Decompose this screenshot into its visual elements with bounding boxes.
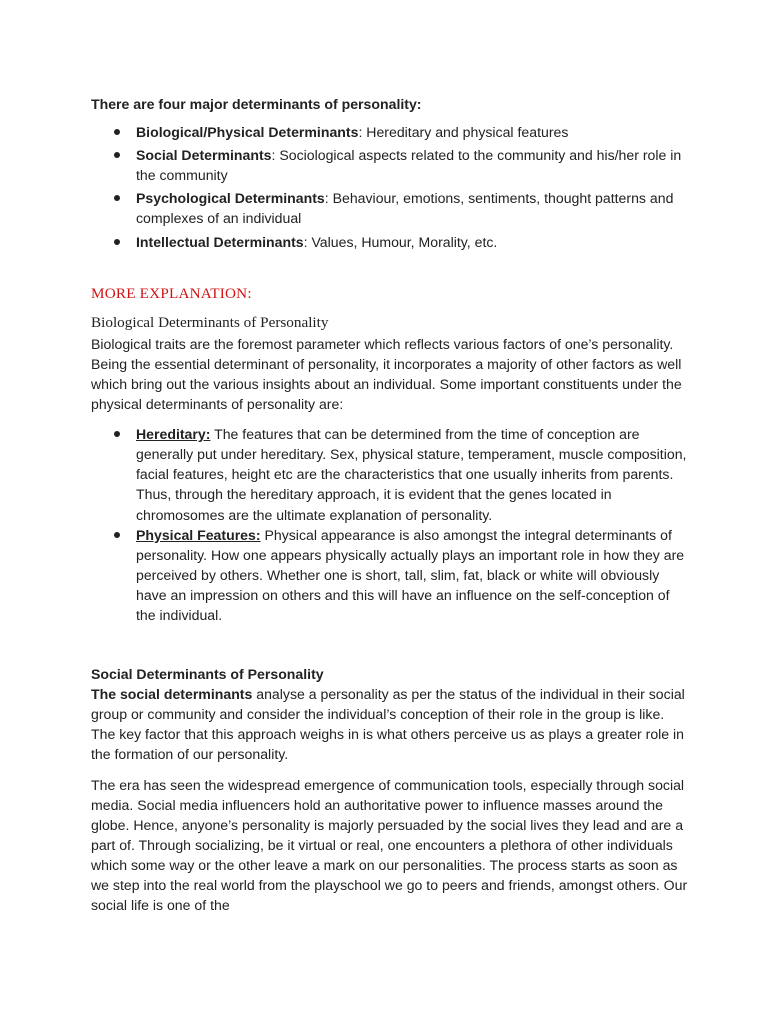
determinant-term: Psychological Determinants — [136, 190, 325, 207]
social-paragraph-1 — [91, 684, 691, 764]
list-item — [91, 525, 691, 625]
determinant-term: Social Determinants — [136, 147, 272, 164]
social-lead-rest: analyse a personality as per the status of the individual in their social group or community and consider the individual’s conception of their role in the group is like. The key factor that this approach weighs in is what others perceive us as plays a greater role in the formation of our personality. — [91, 686, 685, 763]
hereditary-desc: The features that can be determined from the time of conception are generally put under hereditary. Sex, physical stature, temperament, muscle composition, facial features, height etc are the characteristics that one usually inherits from parents. Thus, through the hereditary approach, it is evident that the genes located in chromosomes are the ultimate explanation of personality. — [136, 426, 687, 523]
list-item — [91, 424, 691, 524]
determinant-desc: : Sociological aspects related to the community and his/her role in the community — [136, 147, 682, 184]
document-content — [91, 94, 691, 915]
social-lead-bold: The social determinants — [91, 686, 253, 703]
determinants-list — [91, 122, 691, 252]
list-item — [91, 145, 691, 185]
determinant-desc: : Behaviour, emotions, sentiments, thought patterns and complexes of an individual — [136, 190, 674, 227]
list-item — [91, 122, 691, 142]
determinant-term: Intellectual Determinants — [136, 233, 304, 250]
determinant-term: Biological/Physical Determinants — [136, 124, 359, 141]
determinant-desc: : Hereditary and physical features — [358, 124, 569, 141]
list-item — [91, 188, 691, 228]
determinant-desc: : Values, Humour, Morality, etc. — [303, 233, 498, 250]
more-explanation-heading: MORE EXPLANATION: — [91, 284, 252, 302]
intro-heading: There are four major determinants of personality: — [91, 96, 422, 112]
biological-list — [91, 424, 691, 625]
biological-paragraph: Biological traits are the foremost parameter which reflects various factors of one’s personality. Being the essential determinant of personality, it incorporates a majority of other factors as well which bring out the various insights about an individual. Some important constituents under the physical determinants of personality are: — [91, 335, 682, 413]
section-spacer — [91, 625, 691, 664]
physical-features-term: Physical Features: — [136, 526, 261, 543]
physical-features-desc: Physical appearance is also amongst the integral determinants of personality. How one appears physically actually plays an important role in how they are perceived by others. Whether one is short, tall, slim, fat, black or white will obviously have an impression on others and this will have an influence on the self-conception of the individual. — [136, 526, 685, 623]
biological-heading: Biological Determinants of Personality — [91, 313, 329, 331]
hereditary-term: Hereditary: — [136, 426, 211, 443]
social-paragraph-2: The era has seen the widespread emergence of communication tools, especially through social media. Social media influencers hold an authoritative power to influence masses around the globe. Hence, anyone’s personality is majorly persuaded by the social lives they lead and are a part of. Through socializing, be it virtual or real, one encounters a plethora of other individuals which some way or the other leave a mark on our personalities. The process starts as soon as we step into the real world from the playschool we go to peers and friends, amongst others. Our social life is one of the — [91, 776, 688, 914]
social-heading: Social Determinants of Personality — [91, 666, 324, 683]
list-item — [91, 232, 691, 252]
